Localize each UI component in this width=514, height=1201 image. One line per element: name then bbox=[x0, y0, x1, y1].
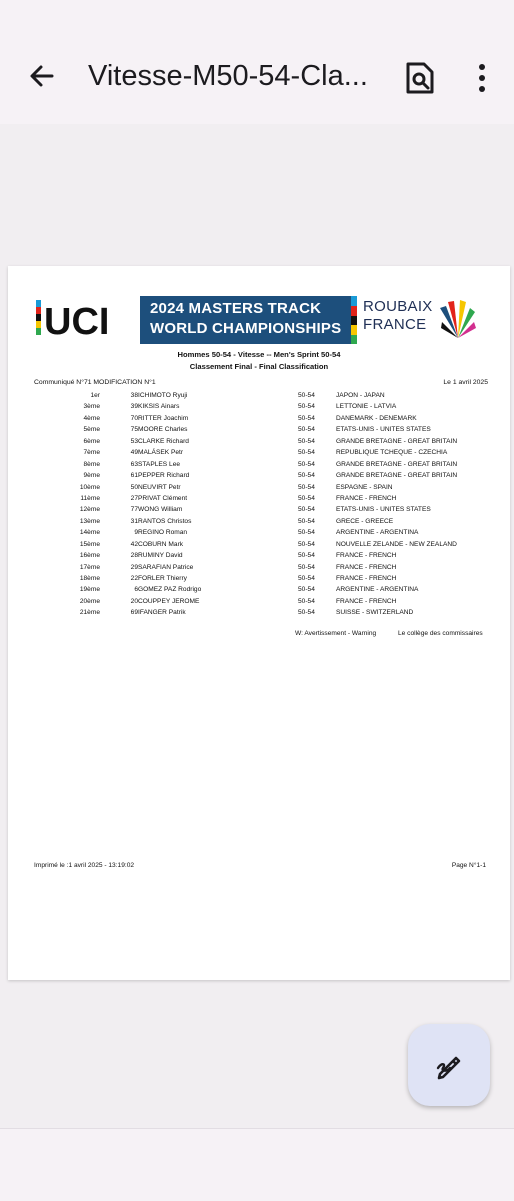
result-row bbox=[8, 596, 510, 607]
results-table bbox=[8, 390, 510, 619]
more-vert-icon bbox=[466, 58, 498, 98]
championship-line-1: 2024 MASTERS TRACK bbox=[150, 300, 322, 317]
rank-cell: 9ème bbox=[83, 472, 100, 480]
rider-name-cell: PEPPER Richard bbox=[138, 472, 190, 480]
host-city-line-2: FRANCE bbox=[363, 316, 427, 333]
result-row bbox=[8, 550, 510, 561]
bib-cell: 28 bbox=[130, 552, 138, 560]
rider-name-cell: KIKSIS Ainars bbox=[138, 403, 180, 411]
bib-cell: 38 bbox=[130, 392, 138, 399]
nation-cell: NOUVELLE ZELANDE - NEW ZEALAND bbox=[336, 540, 457, 548]
rank-cell: 5ème bbox=[83, 426, 100, 434]
result-row bbox=[8, 504, 510, 515]
rainbow-stripes bbox=[351, 296, 357, 344]
rank-cell: 19ème bbox=[79, 586, 100, 594]
bib-cell: 49 bbox=[130, 449, 138, 457]
category-cell: 50-54 bbox=[298, 392, 315, 399]
category-cell: 50-54 bbox=[298, 529, 315, 537]
nation-cell: GRANDE BRETAGNE - GREAT BRITAIN bbox=[336, 437, 458, 445]
nation-cell: GRANDE BRETAGNE - GREAT BRITAIN bbox=[336, 472, 458, 480]
arrow-back-icon bbox=[22, 56, 62, 96]
result-row bbox=[8, 539, 510, 550]
find-in-page-button[interactable] bbox=[402, 58, 438, 98]
rider-name-cell: COBURN Mark bbox=[138, 540, 184, 548]
nation-cell: ARGENTINE - ARGENTINA bbox=[336, 586, 419, 594]
category-cell: 50-54 bbox=[298, 597, 315, 605]
nation-cell: ETATS-UNIS - UNITES STATES bbox=[336, 426, 431, 434]
result-row bbox=[8, 470, 510, 481]
nation-cell: ESPAGNE - SPAIN bbox=[336, 483, 393, 491]
category-cell: 50-54 bbox=[298, 506, 315, 514]
bib-cell: 75 bbox=[130, 426, 138, 434]
rider-name-cell: STAPLES Lee bbox=[138, 460, 181, 468]
bib-cell: 39 bbox=[130, 403, 138, 411]
rider-name-cell: RUMINY David bbox=[138, 552, 183, 560]
category-cell: 50-54 bbox=[298, 403, 315, 411]
category-cell: 50-54 bbox=[298, 575, 315, 582]
pdf-page[interactable] bbox=[8, 266, 510, 980]
championship-title bbox=[140, 296, 354, 344]
rider-name-cell: ICHIMOTO Ryuji bbox=[138, 392, 188, 399]
nation-cell: GRANDE BRETAGNE - GREAT BRITAIN bbox=[336, 460, 458, 468]
rank-cell: 14ème bbox=[79, 529, 100, 537]
more-options-button[interactable] bbox=[466, 58, 498, 98]
result-row bbox=[8, 459, 510, 470]
category-cell: 50-54 bbox=[298, 414, 315, 422]
rider-name-cell: WONG William bbox=[138, 506, 183, 514]
result-row bbox=[8, 562, 510, 573]
result-row bbox=[8, 413, 510, 424]
result-row bbox=[8, 447, 510, 458]
result-row bbox=[8, 584, 510, 595]
category-cell: 50-54 bbox=[298, 437, 315, 445]
nation-cell: FRANCE - FRENCH bbox=[336, 552, 397, 560]
rank-cell: 4ème bbox=[83, 414, 100, 422]
rank-cell: 11ème bbox=[80, 494, 100, 502]
bib-cell: 22 bbox=[130, 575, 138, 582]
rider-name-cell: CLARKE Richard bbox=[138, 437, 189, 445]
category-cell: 50-54 bbox=[298, 517, 315, 525]
rank-cell: 13ème bbox=[79, 517, 100, 525]
result-row bbox=[8, 493, 510, 504]
result-row bbox=[8, 516, 510, 527]
nation-cell: GRECE - GREECE bbox=[336, 517, 394, 525]
nation-cell: FRANCE - FRENCH bbox=[336, 563, 397, 571]
rank-cell: 17ème bbox=[79, 563, 100, 571]
category-cell: 50-54 bbox=[298, 609, 315, 617]
rider-name-cell: MOORE Charles bbox=[138, 426, 188, 434]
result-row bbox=[8, 424, 510, 435]
category-cell: 50-54 bbox=[298, 426, 315, 434]
results-title: Hommes 50-54 - Vitesse -- Men's Sprint 50-54 bbox=[177, 350, 341, 359]
rider-name-cell: GOMEZ PAZ Rodrigo bbox=[138, 586, 202, 594]
rank-cell: 18ème bbox=[79, 575, 100, 582]
rank-cell: 8ème bbox=[83, 460, 100, 468]
bib-cell: 70 bbox=[130, 414, 138, 422]
results-date: Le 1 avril 2025 bbox=[443, 379, 488, 386]
category-cell: 50-54 bbox=[298, 449, 315, 457]
bib-cell: 20 bbox=[130, 597, 138, 605]
category-cell: 50-54 bbox=[298, 483, 315, 491]
category-cell: 50-54 bbox=[298, 494, 315, 502]
category-cell: 50-54 bbox=[298, 586, 315, 594]
rank-cell: 21ème bbox=[79, 609, 100, 617]
rider-name-cell: NEUVIRT Petr bbox=[138, 483, 181, 491]
app-bar bbox=[0, 0, 514, 124]
nation-cell: SUISSE - SWITZERLAND bbox=[336, 609, 414, 617]
host-city-line-1: ROUBAIX bbox=[363, 298, 433, 315]
nation-cell: FRANCE - FRENCH bbox=[336, 494, 397, 502]
page-number: Page N°1-1 bbox=[451, 862, 486, 869]
nation-cell: JAPON - JAPAN bbox=[336, 392, 385, 399]
nation-cell: ARGENTINE - ARGENTINA bbox=[336, 529, 419, 537]
system-nav-bar bbox=[0, 1128, 514, 1201]
nation-cell: FRANCE - FRENCH bbox=[336, 575, 397, 582]
championship-banner bbox=[36, 294, 478, 346]
rider-name-cell: PRIVAT Clément bbox=[138, 494, 188, 502]
bib-cell: 29 bbox=[130, 563, 138, 571]
rank-cell: 10ème bbox=[79, 483, 100, 491]
svg-text:UCI: UCI bbox=[44, 301, 110, 338]
bib-cell: 77 bbox=[130, 506, 138, 514]
result-row bbox=[8, 573, 510, 584]
bib-cell: 9 bbox=[134, 529, 138, 537]
result-row bbox=[8, 482, 510, 493]
category-cell: 50-54 bbox=[298, 460, 315, 468]
nation-cell: FRANCE - FRENCH bbox=[336, 597, 397, 605]
bib-cell: 27 bbox=[130, 494, 138, 502]
find-in-page-icon bbox=[402, 58, 438, 98]
communique-number: Communiqué N°71 MODIFICATION N°1 bbox=[34, 379, 156, 386]
result-row bbox=[8, 390, 510, 401]
nation-cell: REPUBLIQUE TCHEQUE - CZECHIA bbox=[336, 449, 448, 457]
roubaix-logo bbox=[438, 298, 478, 340]
result-row bbox=[8, 607, 510, 618]
bib-cell: 53 bbox=[130, 437, 138, 445]
rider-name-cell: SARAFIAN Patrice bbox=[138, 563, 194, 571]
bib-cell: 61 bbox=[130, 472, 138, 480]
rider-name-cell: MALÁSEK Petr bbox=[138, 449, 184, 457]
result-row bbox=[8, 401, 510, 412]
edit-pen-icon bbox=[432, 1048, 466, 1082]
rank-cell: 15ème bbox=[79, 540, 100, 548]
rank-cell: 20ème bbox=[79, 597, 100, 605]
results-subtitle: Classement Final - Final Classification bbox=[189, 362, 329, 371]
rank-cell: 12ème bbox=[79, 506, 100, 514]
category-cell: 50-54 bbox=[298, 472, 315, 480]
back-button[interactable] bbox=[22, 56, 62, 96]
rider-name-cell: RANTOS Christos bbox=[138, 517, 192, 525]
category-cell: 50-54 bbox=[298, 540, 315, 548]
rider-name-cell: FORLER Thierry bbox=[138, 575, 187, 582]
nation-cell: DANEMARK - DENEMARK bbox=[336, 414, 417, 422]
rider-name-cell: COUPPEY JEROME bbox=[138, 597, 200, 605]
uci-logo bbox=[36, 300, 132, 338]
nation-cell: LETTONIE - LATVIA bbox=[336, 403, 397, 411]
commissaires-signature: Le collège des commissaires bbox=[398, 630, 483, 637]
nation-cell: ETATS-UNIS - UNITES STATES bbox=[336, 506, 431, 514]
rank-cell: 3ème bbox=[83, 403, 100, 411]
printed-timestamp: Imprimé le :1 avril 2025 - 13:19:02 bbox=[34, 862, 135, 869]
bib-cell: 69 bbox=[130, 609, 138, 617]
championship-line-2: WORLD CHAMPIONSHIPS bbox=[150, 320, 342, 337]
warning-legend: W: Avertissement - Warning bbox=[295, 630, 377, 637]
host-city bbox=[363, 298, 433, 334]
rider-name-cell: IFANGER Patrik bbox=[138, 609, 186, 617]
rider-name-cell: RITTER Joachim bbox=[138, 414, 189, 422]
bib-cell: 50 bbox=[130, 483, 138, 491]
rider-name-cell: REGINO Roman bbox=[138, 529, 188, 537]
bib-cell: 63 bbox=[130, 460, 138, 468]
category-cell: 50-54 bbox=[298, 563, 315, 571]
result-row bbox=[8, 436, 510, 447]
rank-cell: 1er bbox=[90, 392, 100, 399]
category-cell: 50-54 bbox=[298, 552, 315, 560]
edit-button[interactable] bbox=[408, 1024, 490, 1106]
bib-cell: 31 bbox=[130, 517, 138, 525]
rank-cell: 6ème bbox=[83, 437, 100, 445]
bib-cell: 42 bbox=[130, 540, 138, 548]
bib-cell: 6 bbox=[134, 586, 138, 594]
document-title: Vitesse-M50-54-Cla... bbox=[88, 60, 368, 92]
result-row bbox=[8, 527, 510, 538]
rank-cell: 7ème bbox=[83, 449, 100, 457]
rank-cell: 16ème bbox=[79, 552, 100, 560]
